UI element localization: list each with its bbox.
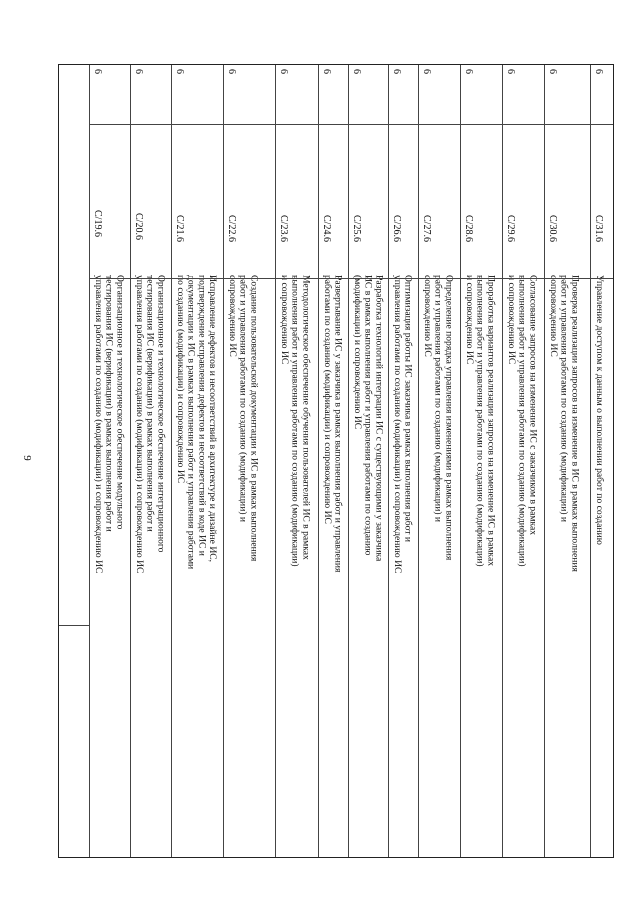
function-name: Оптимизация работы ИС заказчика в рамках выполнения работ и управления работами по созданию (модификации) и сопровождению ИС bbox=[391, 275, 414, 574]
qualification-level: 6 bbox=[505, 69, 516, 74]
cell-divider bbox=[90, 278, 130, 279]
function-name: Проверка реализации запросов на изменение в ИС в рамках выполнения работ и управления работами по созданию (модификации) и сопровождению ИС bbox=[547, 275, 581, 572]
left-column-divider bbox=[59, 625, 90, 626]
cell-divider bbox=[276, 124, 318, 125]
cell-divider bbox=[591, 278, 613, 279]
function-code: C/29.6 bbox=[505, 215, 516, 242]
function-code: C/25.6 bbox=[351, 215, 362, 242]
qualification-level: 6 bbox=[226, 69, 237, 74]
function-name: Создание пользовательской документации к ИС в рамках выполнения работ и управления работами по созданию (модификации) и сопровождению ИС bbox=[226, 275, 260, 562]
table-row bbox=[90, 65, 131, 857]
cell-divider bbox=[276, 278, 318, 279]
function-name: Организационное и технологическое обеспечение интеграционного тестирования ИС (верификации) в рамках выполнения работ и управления работами по созданию (модификации) и сопровождению ИС bbox=[133, 275, 167, 574]
function-code: C/28.6 bbox=[463, 215, 474, 242]
cell-divider bbox=[461, 124, 502, 125]
table-row bbox=[131, 65, 172, 857]
function-code: C/31.6 bbox=[593, 215, 604, 242]
table-row bbox=[503, 65, 545, 857]
cell-divider bbox=[172, 124, 223, 125]
function-name: Определение порядка управления изменениями в рамках выполнения работ и управления работами по созданию (модификации) и сопровождению ИС bbox=[421, 275, 455, 561]
qualification-level: 6 bbox=[278, 69, 289, 74]
qualification-level: 6 bbox=[391, 69, 402, 74]
table-row bbox=[389, 65, 419, 857]
function-code: C/21.6 bbox=[174, 215, 185, 242]
cell-divider bbox=[224, 278, 275, 279]
qualification-level: 6 bbox=[547, 69, 558, 74]
cell-divider bbox=[349, 124, 388, 125]
rotated-table bbox=[58, 64, 614, 858]
cell-divider bbox=[131, 124, 171, 125]
cell-divider bbox=[545, 278, 590, 279]
cell-divider bbox=[503, 124, 544, 125]
table-row bbox=[276, 65, 319, 857]
qualification-level: 6 bbox=[421, 69, 432, 74]
table-row bbox=[591, 65, 613, 857]
qualification-level: 6 bbox=[92, 69, 103, 74]
cell-divider bbox=[319, 278, 348, 279]
cell-divider bbox=[349, 278, 388, 279]
function-name: Методологическое обеспечение обучения пользователей ИС в рамках выполнения работ и управления работами по созданию (модификации) и сопровождению ИС bbox=[278, 275, 312, 567]
cell-divider bbox=[591, 124, 613, 125]
cell-divider bbox=[389, 124, 418, 125]
cell-divider bbox=[389, 278, 418, 279]
cell-divider bbox=[419, 278, 460, 279]
table-row bbox=[319, 65, 349, 857]
cell-divider bbox=[319, 124, 348, 125]
table-row bbox=[349, 65, 389, 857]
function-name: Организационное и технологическое обеспечение модульного тестирования ИС (верификации) в рамках выполнения работ и управления работами по созданию (модификации) и сопровождению ИС bbox=[92, 275, 126, 574]
qualification-level: 6 bbox=[133, 69, 144, 74]
function-code: C/27.6 bbox=[421, 215, 432, 242]
function-code: C/20.6 bbox=[133, 213, 144, 240]
cell-divider bbox=[419, 124, 460, 125]
cell-divider bbox=[172, 278, 223, 279]
cell-divider bbox=[131, 278, 171, 279]
cell-divider bbox=[545, 124, 590, 125]
function-name: Согласование запросов на изменение ИС с заказчиком в рамках выполнения работ и управления работами по созданию (модификации) и сопровождению ИС bbox=[505, 275, 539, 567]
left-empty-columns bbox=[59, 65, 90, 857]
table-row bbox=[461, 65, 503, 857]
function-code: C/22.6 bbox=[226, 215, 237, 242]
cell-divider bbox=[90, 124, 130, 125]
function-code: C/26.6 bbox=[391, 215, 402, 242]
qualification-level: 6 bbox=[174, 69, 185, 74]
function-code: C/24.6 bbox=[321, 215, 332, 242]
function-code: C/19.6 bbox=[92, 210, 103, 237]
function-name: Исправление дефектов и несоответствий в архитектуре и дизайне ИС, подтверждение исправления дефектов и несоответствий в коде ИС и документации к ИС в рамках выполнения работ и управления работами по созданию (модификации) и сопровождению ИС bbox=[174, 275, 219, 570]
table-row bbox=[172, 65, 224, 857]
qualification-level: 6 bbox=[321, 69, 332, 74]
table-row bbox=[419, 65, 461, 857]
qualification-level: 6 bbox=[351, 69, 362, 74]
function-name: Развертывание ИС у заказчика в рамках выполнения работ и управления работами по созданию (модификации) и сопровождению ИС bbox=[321, 275, 344, 573]
function-name: Проработка вариантов реализации запросов на изменение ИС в рамках выполнения работ и управления работами по созданию (модификации) и сопровождению ИС bbox=[463, 275, 497, 567]
page-number: 9 bbox=[20, 455, 33, 461]
table-row bbox=[224, 65, 276, 857]
function-name: Разработка технологий интеграции ИС с существующими у заказчика ИС в рамках выполнения работ и управления работами по созданию (модификации) и сопровождению ИС bbox=[351, 275, 385, 562]
qualification-level: 6 bbox=[463, 69, 474, 74]
qualification-level: 6 bbox=[593, 69, 604, 74]
function-code: C/30.6 bbox=[547, 215, 558, 242]
cell-divider bbox=[503, 278, 544, 279]
function-name: Управление доступом к данным о выполнении работ по созданию bbox=[593, 275, 605, 545]
cell-divider bbox=[461, 278, 502, 279]
cell-divider bbox=[224, 124, 275, 125]
function-code: C/23.6 bbox=[278, 215, 289, 242]
table-row bbox=[545, 65, 591, 857]
